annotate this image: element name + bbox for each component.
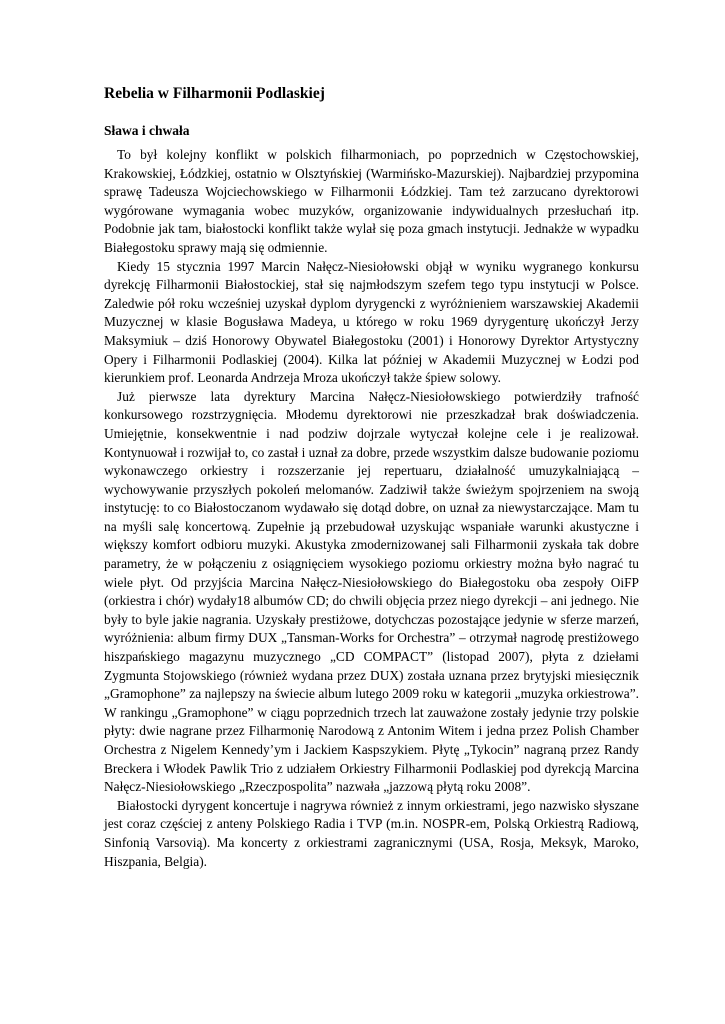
document-page [104,84,639,871]
document-title: Rebelia w Filharmonii Podlaskiej [104,85,325,102]
paragraph-2: Kiedy 15 stycznia 1997 Marcin Nałęcz-Niesiołowski objął w wyniku wygranego konkursu dyrekcję Filharmonii Białostockiej, stał się najmłodszym szefem tego typu instytucji w Polsce. Zaledwie pół roku wcześniej uzyskał dyplom dyrygencki z wyróżnieniem warszawskiej Akademii Muzycznej w klasie Bogusława Madeya, u którego w roku 1969 dyrygenturę ukończył Jerzy Maksymiuk – dziś Honorowy Obywatel Białegostoku (2001) i Honorowy Dyrektor Artystyczny Opery i Filharmonii Podlaskiej (2004). Kilka lat później w Akademii Muzycznej w Łodzi pod kierunkiem prof. Leonarda Andrzeja Mroza ukończył także śpiew solowy. [104,258,639,386]
section-heading: Sława i chwała [104,123,190,138]
paragraph-4: Białostocki dyrygent koncertuje i nagrywa również z innym orkiestrami, jego nazwisko słyszane jest coraz częściej z anteny Polskiego Radia i TVP (m.in. NOSPR-em, Polską Orkiestrą Radiową, Sinfonią Varsovią). Ma koncerty z orkiestrami zagranicznymi (USA, Rosja, Meksyk, Maroko, Hiszpania, Belgia). [104,797,639,869]
paragraph-1: To był kolejny konflikt w polskich filharmoniach, po poprzednich w Częstochowskiej, Krakowskiej, Łódzkiej, ostatnio w Olsztyńskiej (Warmińsko-Mazurskiej). Najbardziej przypomina sprawę Tadeusza Wojciechowskiego w Filharmonii Łódzkiej. Tam też zarzucano dyrektorowi wygórowane wymagania wobec muzyków, organizowanie indywidualnych przesłuchań itp. Podobnie jak tam, białostocki konflikt także wylał się poza gmach instytucji. Jednakże w wypadku Białegostoku sprawy mają się odmiennie. [104,147,639,255]
paragraph-3: Już pierwsze lata dyrektury Marcina Nałęcz-Niesiołowskiego potwierdziły trafność konkursowego rozstrzygnięcia. Młodemu dyrektorowi nie przeszkadzał brak doświadczenia. Umiejętnie, konsekwentnie i nad podziw dojrzale wytyczał kolejne cele i je realizował. Kontynuował i rozwijał to, co zastał i uznał za dobre, przede wszystkim dalsze budowanie poziomu wykonawczego orkiestry i rozszerzanie jej repertuaru, działalność umuzykalniającą – wychowywanie przyszłych pokoleń melomanów. Zadziwił także świeżym spojrzeniem na swoją instytucję: to co Białostoczanom wydawało się dotąd dobre, on uznał za niewystarczające. Mam tu na myśli salę koncertową. Zupełnie ją przebudował uzyskując wspaniałe warunki akustyczne i większy komfort odbioru muzyki. Akustyka zmodernizowanej sali Filharmonii zyskała tak dobre parametry, że w połączeniu z osiągnięciem wysokiego poziomu orkiestry można było nagrać tu wiele płyt. Od przyjścia Marcina Nałęcz-Niesiołowskiego do Białegostoku oba zespoły OiFP (orkiestra i chór) wydały18 albumów CD; do chwili objęcia przez niego dyrekcji – ani jednego. Nie były to byle jakie nagrania. Uzyskały prestiżowe, dotychczas pozostające jedynie w sferze marzeń, wyróżnienia: album firmy DUX „Tansman-Works for Orchestra” – otrzymał nagrodę prestiżowego hiszpańskiego magazynu muzycznego „CD COMPACT” (listopad 2007), płyta z dziełami Zygmunta Stojowskiego (również wydana przez DUX) została uznana przez brytyjski miesięcznik „Gramophone” za najlepszy na świecie album lutego 2009 roku w kategorii „muzyka orkiestrowa”. W rankingu „Gramophone” w ciągu poprzednich trzech lat zauważone zostały jedynie trzy polskie płyty: dwie nagrane przez Filharmonię Narodową z Antonim Witem i jedna przez Polish Chamber Orchestra z Nigelem Kennedy’ym i Jackiem Kaspszykiem. Płytę „Tykocin” nagraną przez Randy Breckera i Włodek Pawlik Trio z udziałem Orkiestry Filharmonii Podlaskiej pod dyrekcją Marcina Nałęcz-Niesiołowskiego „Rzeczpospolita” nazwała „jazzową płytą roku 2008”. [104,388,639,795]
